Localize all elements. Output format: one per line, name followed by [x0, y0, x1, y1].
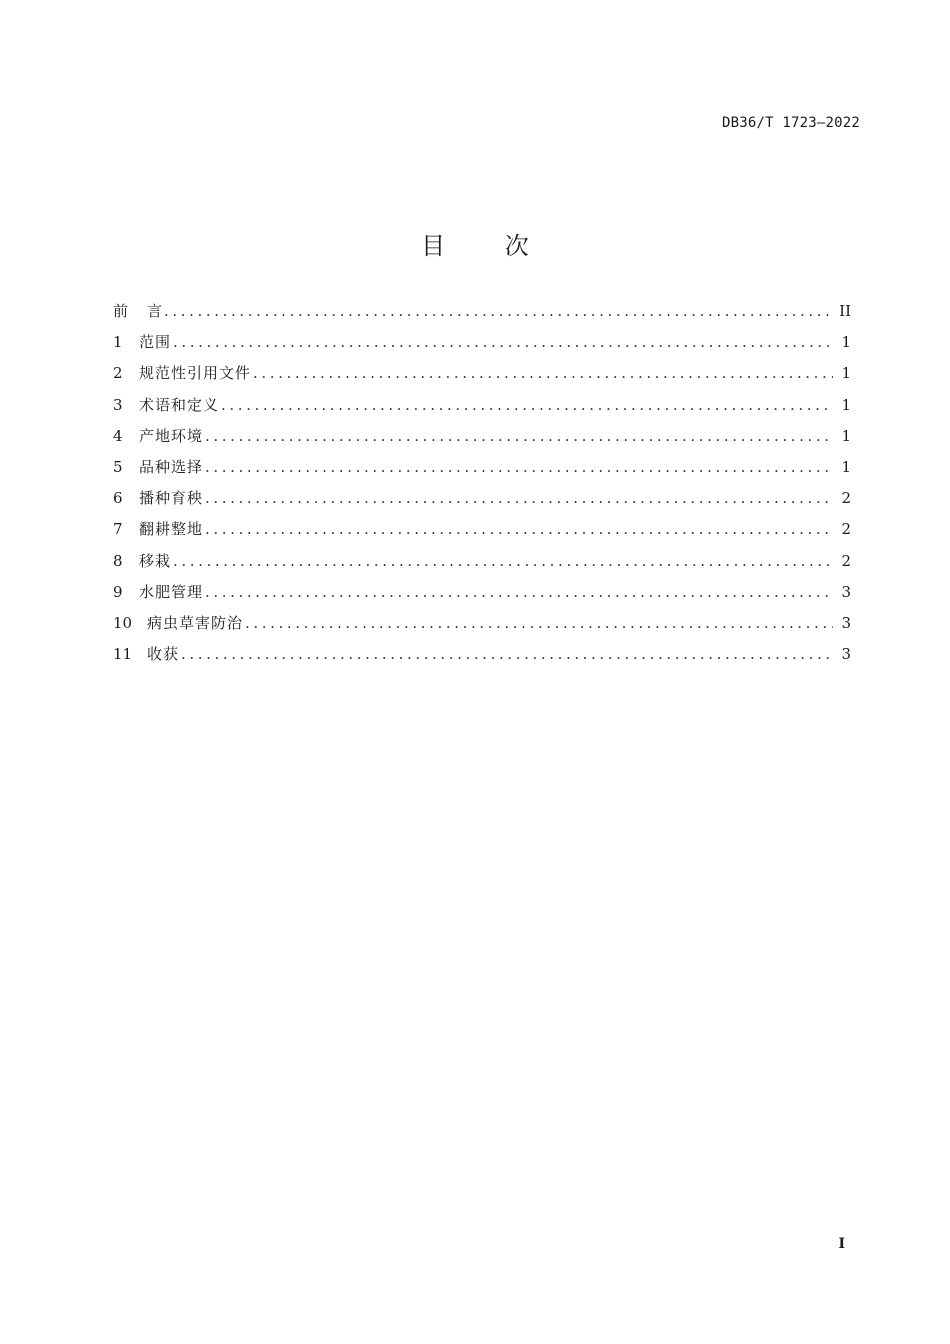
toc-entry-label: 翻耕整地: [139, 520, 204, 539]
toc-entry-label: 范围: [139, 333, 172, 352]
toc-entry-label: 病虫草害防治: [147, 613, 244, 632]
toc-leader-dots: [205, 458, 833, 476]
toc-entry[interactable]: [113, 487, 851, 518]
toc-entry-number: 3: [113, 395, 123, 414]
toc-entry-page: 1: [841, 395, 851, 414]
toc-entry[interactable]: [113, 331, 851, 362]
toc-entry[interactable]: [113, 394, 851, 425]
toc-entry-page: 1: [841, 457, 851, 476]
toc-entry-label: 前言: [113, 302, 163, 320]
toc-entry-page: 2: [841, 520, 851, 539]
toc-leader-dots: [205, 520, 833, 538]
toc-entry[interactable]: [113, 581, 851, 612]
toc-entry-label: 水肥管理: [139, 582, 204, 601]
toc-entry-number: 11: [113, 645, 133, 664]
toc-entry[interactable]: [113, 612, 851, 643]
toc-entry-number: 9: [113, 582, 123, 601]
toc-leader-dots: [173, 333, 833, 351]
toc-entry[interactable]: [113, 643, 851, 674]
toc-leader-dots: [245, 614, 833, 632]
toc-leader-dots: [205, 427, 833, 445]
page-number: I: [838, 1236, 845, 1252]
toc-entry[interactable]: [113, 550, 851, 581]
toc-entry-label: 产地环境: [139, 426, 204, 445]
toc-entry-number: 8: [113, 551, 123, 570]
toc-entry-label: 播种育秧: [139, 489, 204, 508]
toc-entry-number: 2: [113, 364, 123, 383]
toc-leader-dots: [205, 489, 833, 507]
toc-entry-number: 4: [113, 426, 123, 445]
toc-entry-label: 收获: [147, 645, 180, 664]
toc-leader-dots: [221, 396, 833, 414]
toc-leader-dots: [181, 645, 833, 663]
toc-entry-page: 2: [841, 489, 851, 508]
toc-entry-page: 1: [841, 364, 851, 383]
toc-entry[interactable]: [113, 456, 851, 487]
toc-entry-page: 3: [841, 645, 851, 664]
toc-entry-page: 3: [841, 613, 851, 632]
toc-leader-dots: [205, 583, 833, 601]
toc-entry-page: 1: [841, 426, 851, 445]
toc-leader-dots: [253, 364, 833, 382]
toc-entry-page: 3: [841, 582, 851, 601]
toc-entry-label: 规范性引用文件: [139, 364, 252, 383]
toc-entry-number: 1: [113, 333, 123, 352]
toc-entry-page: II: [839, 302, 851, 320]
toc-entry-label: 术语和定义: [139, 395, 220, 414]
toc-leader-dots: [164, 302, 833, 320]
toc-entry-number: 5: [113, 457, 123, 476]
toc-entry-page: 2: [841, 551, 851, 570]
toc-entry-label: 移栽: [139, 551, 172, 570]
toc-entry[interactable]: [113, 518, 851, 549]
table-of-contents: [113, 300, 851, 674]
toc-entry[interactable]: [113, 425, 851, 456]
toc-entry-page: 1: [841, 333, 851, 352]
toc-title: 目 次: [421, 232, 555, 260]
toc-entry-number: 7: [113, 520, 123, 539]
toc-entry-label: 品种选择: [139, 457, 204, 476]
toc-leader-dots: [173, 552, 833, 570]
toc-entry-foreword[interactable]: [113, 300, 851, 331]
toc-entry-number: 10: [113, 613, 133, 632]
toc-entry-number: 6: [113, 489, 123, 508]
toc-entry[interactable]: [113, 362, 851, 393]
standard-code: DB36/T 1723—2022: [721, 115, 860, 131]
